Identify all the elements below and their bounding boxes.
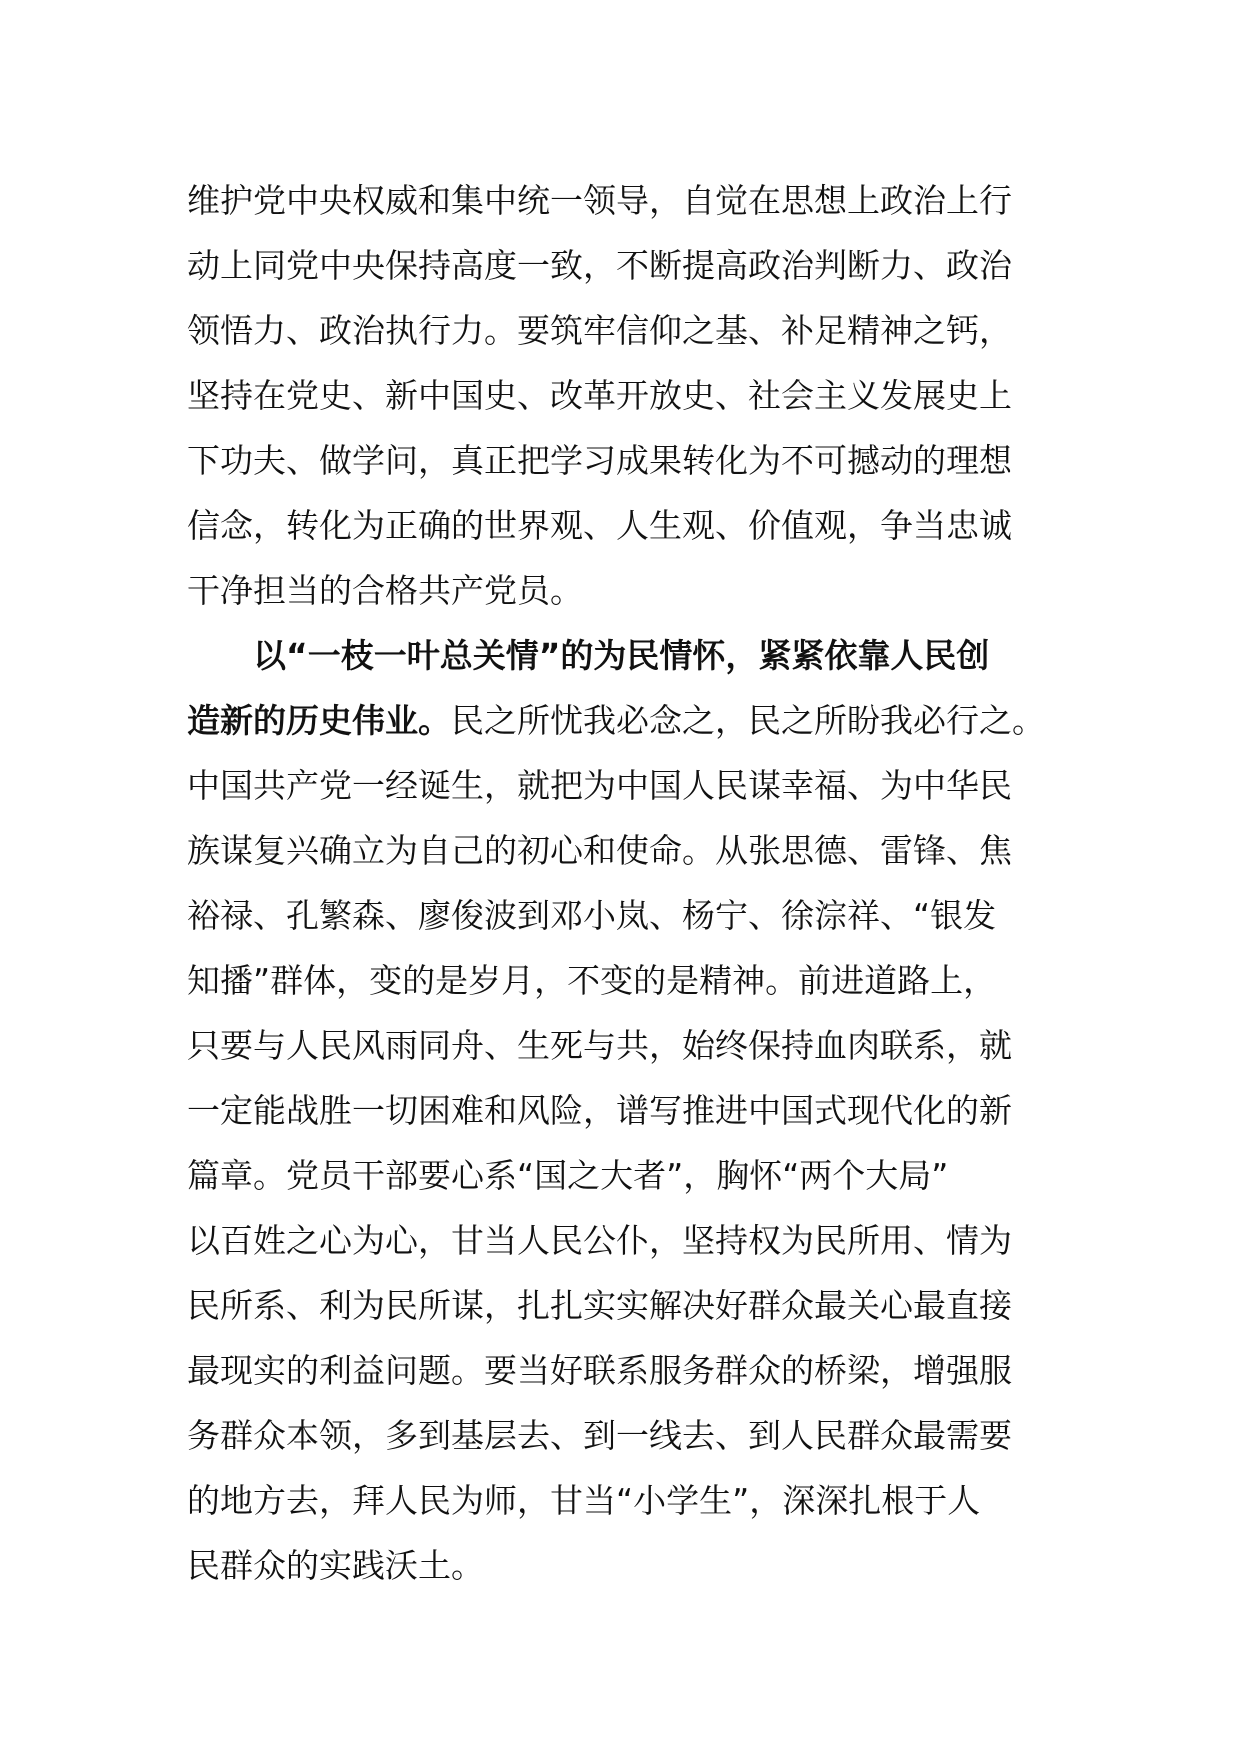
text-line bbox=[187, 688, 1067, 753]
text-line: 信念，转化为正确的世界观、人生观、价值观，争当忠诚 bbox=[187, 506, 1012, 545]
document-page bbox=[187, 168, 1067, 1598]
paragraph-heading-end: 造新的历史伟业。 bbox=[187, 701, 451, 740]
text-line: 族谋复兴确立为自己的初心和使命。从张思德、雷锋、焦 bbox=[187, 831, 1012, 870]
text-line: 坚持在党史、新中国史、改革开放史、社会主义发展史上 bbox=[187, 376, 1012, 415]
text-line: 知播”群体，变的是岁月，不变的是精神。前进道路上， bbox=[187, 961, 997, 1000]
text-line: 动上同党中央保持高度一致，不断提高政治判断力、政治 bbox=[187, 246, 1012, 285]
text-line: 一定能战胜一切困难和风险，谱写推进中国式现代化的新 bbox=[187, 1091, 1012, 1130]
text-line: 民群众的实践沃土。 bbox=[187, 1546, 484, 1585]
text-line: 领悟力、政治执行力。要筑牢信仰之基、补足精神之钙， bbox=[187, 311, 1012, 350]
paragraph-1 bbox=[187, 168, 1067, 623]
text-line: 中国共产党一经诞生，就把为中国人民谋幸福、为中华民 bbox=[187, 766, 1012, 805]
text-segment: 民之所忧我必念之，民之所盼我必行之。 bbox=[451, 701, 1045, 740]
text-line: 民所系、利为民所谋，扎扎实实解决好群众最关心最直接 bbox=[187, 1286, 1012, 1325]
text-line: 务群众本领，多到基层去、到一线去、到人民群众最需要 bbox=[187, 1416, 1012, 1455]
text-line: 以百姓之心为心，甘当人民公仆，坚持权为民所用、情为 bbox=[187, 1221, 1012, 1260]
paragraph-2 bbox=[187, 623, 1067, 1598]
text-line: 的地方去，拜人民为师，甘当“小学生”，深深扎根于人 bbox=[187, 1481, 981, 1520]
text-line: 干净担当的合格共产党员。 bbox=[187, 571, 583, 610]
text-line: 下功夫、做学问，真正把学习成果转化为不可撼动的理想 bbox=[187, 441, 1012, 480]
paragraph-heading-line: 以“一枝一叶总关情”的为民情怀，紧紧依靠人民创 bbox=[253, 636, 990, 675]
text-line: 维护党中央权威和集中统一领导，自觉在思想上政治上行 bbox=[187, 181, 1012, 220]
text-line: 只要与人民风雨同舟、生死与共，始终保持血肉联系，就 bbox=[187, 1026, 1012, 1065]
text-line: 篇章。党员干部要心系“国之大者”，胸怀“两个大局” bbox=[187, 1156, 949, 1195]
text-line: 裕禄、孔繁森、廖俊波到邓小岚、杨宁、徐淙祥、“银发 bbox=[187, 896, 997, 935]
text-line: 最现实的利益问题。要当好联系服务群众的桥梁，增强服 bbox=[187, 1351, 1012, 1390]
